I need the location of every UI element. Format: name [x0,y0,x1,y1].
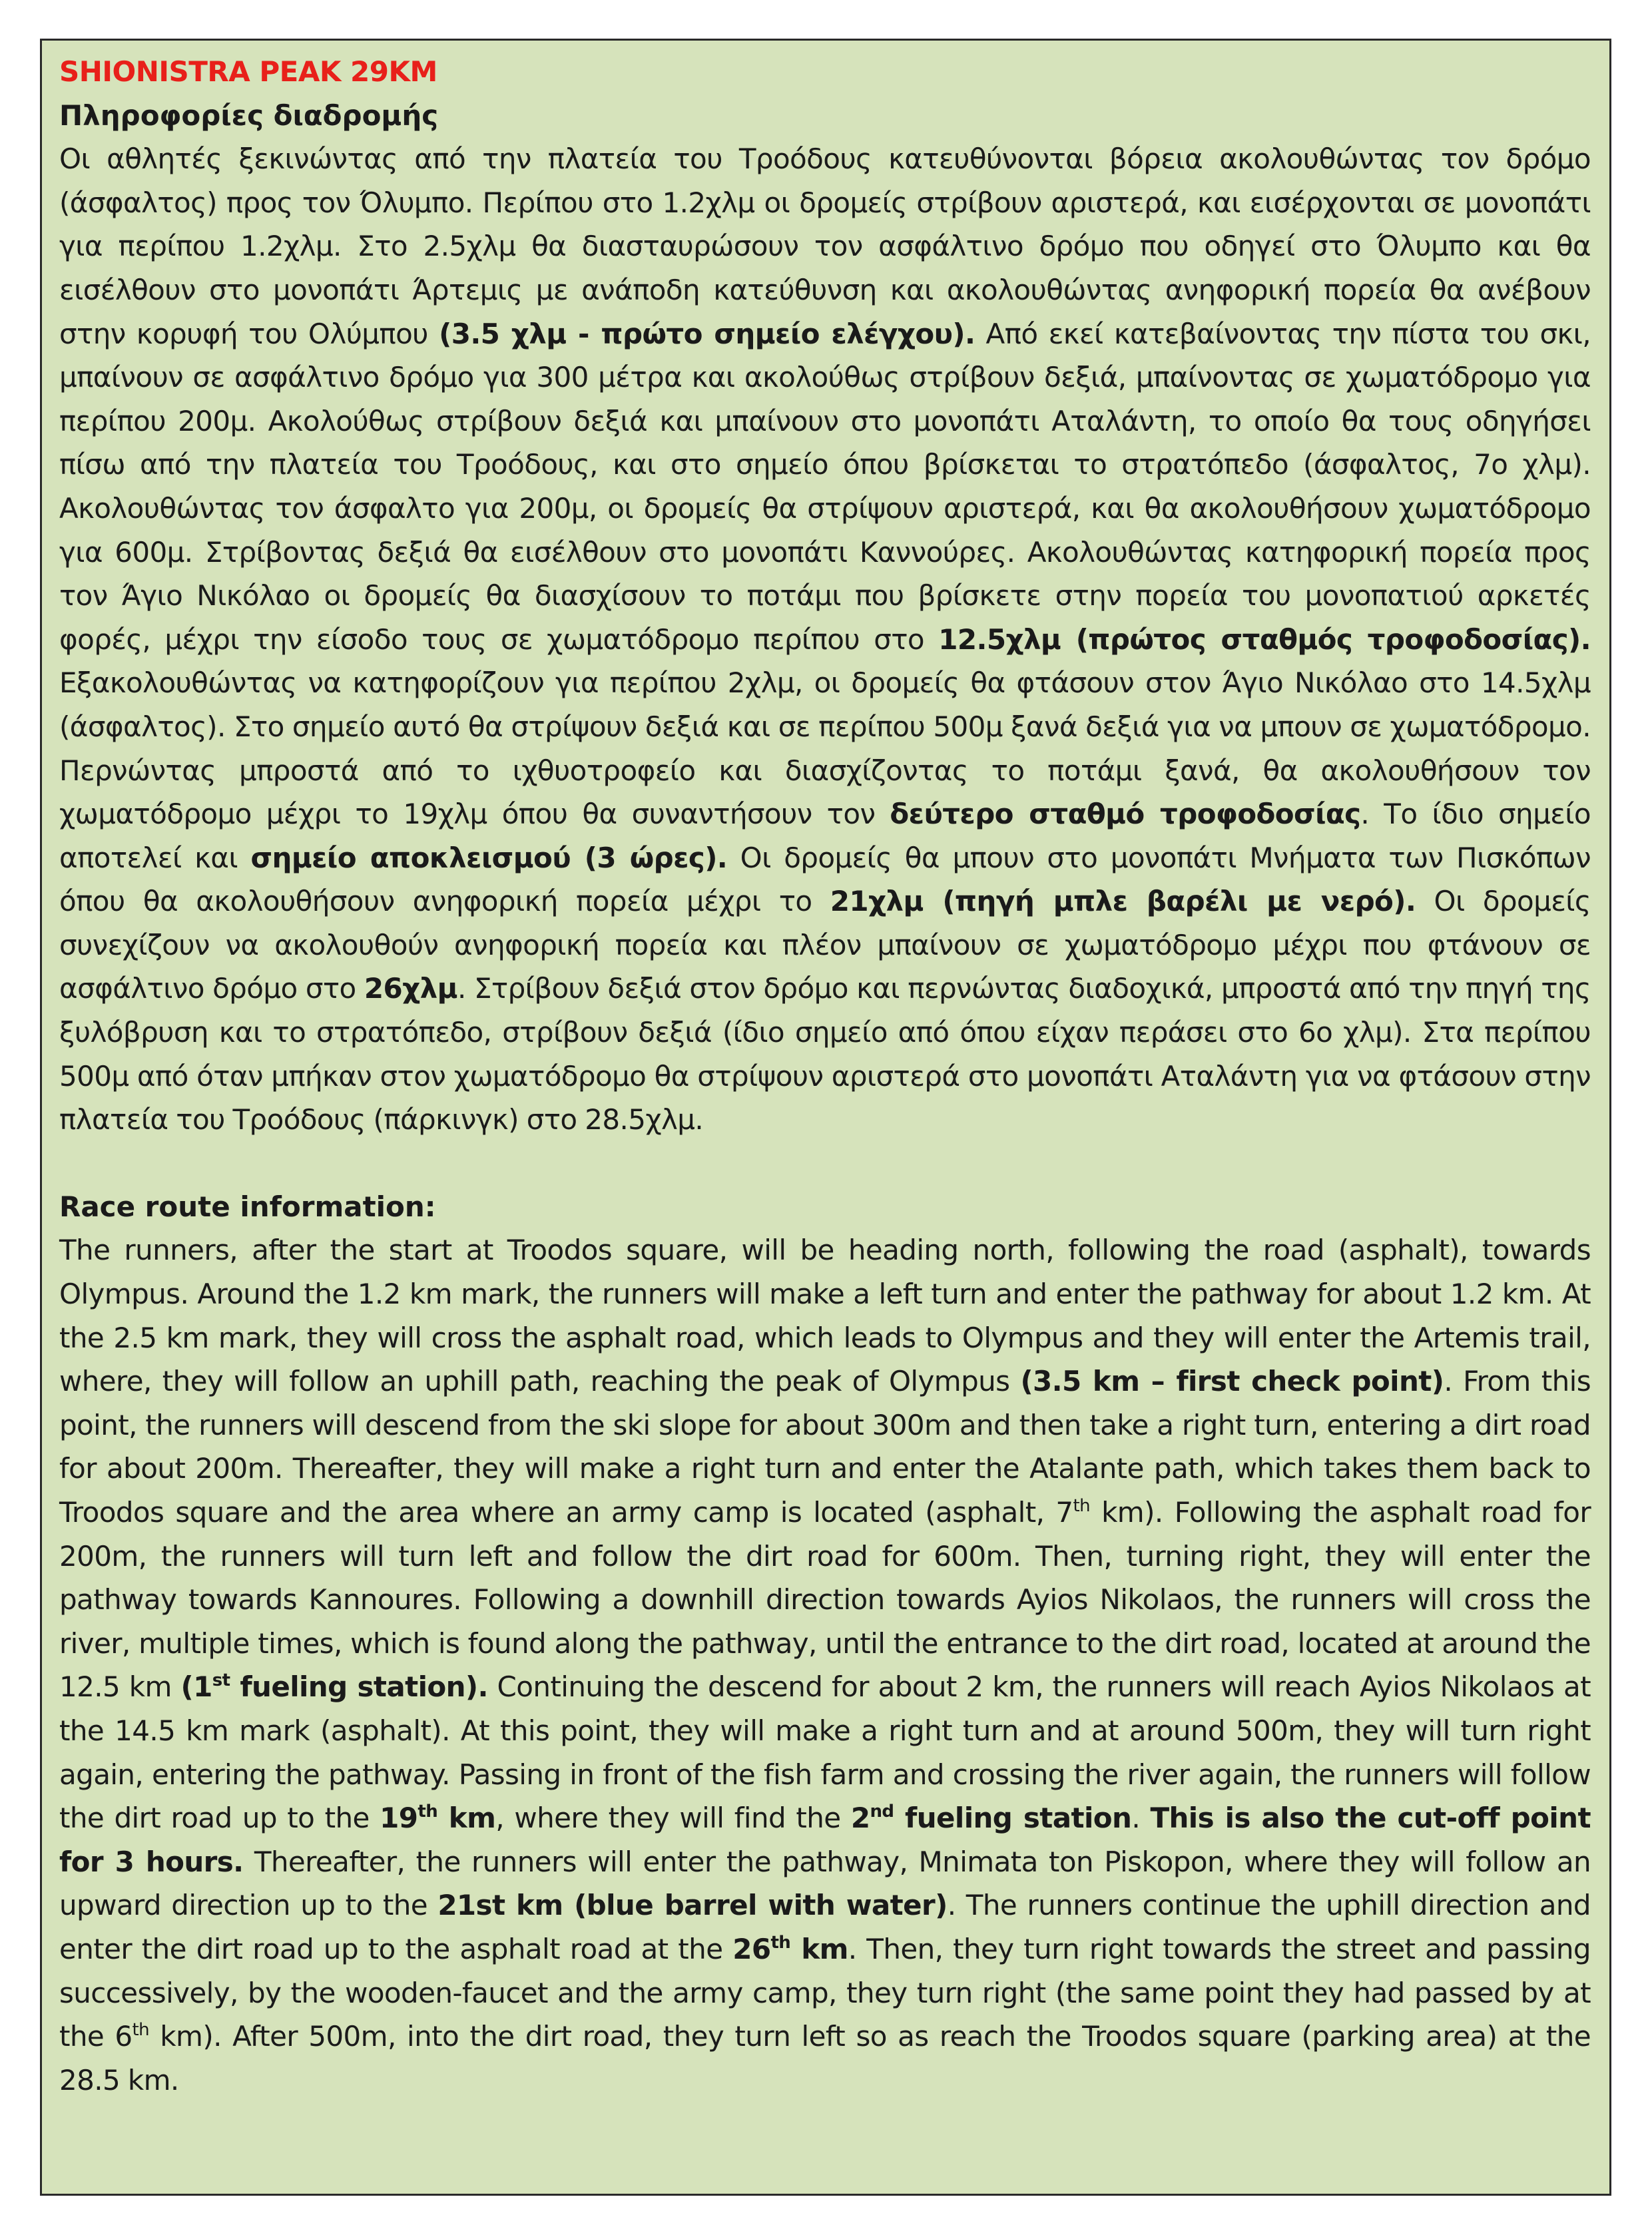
text-run: . Το ίδιο σημείο αποτελεί και [59,798,1591,874]
bold-text-run: st [212,1670,230,1691]
bold-text-run: km [790,1932,848,1965]
text-run: th [132,2020,150,2041]
text-run: , where they will find the [495,1802,851,1835]
text-run: The runners, after the start at Troodos square, will be heading north, following the road (asphalt), towards Olympus. Around the 1.2 km mark, the runners will make a left turn and enter the pathway for about 1.2 km. At the 2.5 km mark, they will cross the asphalt road, which leads to Olympus and they will enter the Artemis trail, where, they will follow an uphill path, reaching the peak of Olympus [59,1234,1591,1398]
english-route-description [59,1228,1591,2102]
bold-text-run: km [437,1802,496,1835]
english-heading: Race route information: [59,1190,436,1223]
bold-text-run: σημείο αποκλεισμού (3 ώρες). [250,841,728,874]
text-run: km). After 500m, into the dirt road, they turn left so as reach the Troodos square (parking area) at the 28.5 km. [59,2020,1591,2097]
bold-text-run: 26χλμ [364,972,457,1005]
bold-text-run: nd [870,1802,894,1822]
bold-text-run: fueling station). [230,1670,488,1704]
route-info-panel [40,39,1611,2196]
bold-text-run: (1 [180,1670,212,1704]
text-run: Οι δρομείς συνεχίζουν να ακολουθούν ανηφορική πορεία και πλέον μπαίνουν σε χωματόδρομο μέχρι που φτάνουν σε ασφάλτινο δρόμο στο [59,885,1591,1005]
text-run: Εξακολουθώντας να κατηφορίζουν για περίπου 2χλμ, οι δρομείς θα φτάσουν στον Άγιο Νικόλαο στο 14.5χλμ (άσφαλτος). Στο σημείο αυτό θα στρίψουν δεξιά και σε περίπου 500μ ξανά δεξιά για να μπουν σε χωματόδρομο. Περνώντας μπροστά από το ιχθυοτροφείο και διασχίζοντας το ποτάμι ξανά, θα ακολουθήσουν τον χωματόδρομο μέχρι το 19χλμ όπου θα συναντήσουν τον [59,666,1591,831]
route-title: SHIONISTRA PEAK 29KM [59,55,437,88]
bold-text-run: th [417,1802,438,1822]
bold-text-run: th [770,1932,791,1953]
bold-text-run: 2 [850,1802,870,1835]
text-run: Thereafter, the runners will enter the pathway, Mnimata ton Piskopon, where they will follow an upward direction up to the [59,1845,1591,1922]
bold-text-run: fueling station [894,1802,1132,1835]
section-spacer [59,1142,1591,1185]
bold-text-run: (3.5 χλμ - πρώτο σημείο ελέγχου). [439,317,975,350]
text-run: . From this point, the runners will descend from the ski slope for about 300m and then take a right turn, entering a dirt road for about 200m. Thereafter, they will make a right turn and enter the Atalante path, which takes them back to Troodos square and the area where an army camp is located (asphalt, 7 [59,1365,1591,1529]
text-run: Από εκεί κατεβαίνοντας την πίστα του σκι, μπαίνουν σε ασφάλτινο δρόμο για 300 μέτρα και ακολούθως στρίβουν δεξιά, μπαίνοντας σε χωματόδρομο για περίπου 200μ. Ακολούθως στρίβουν δεξιά και μπαίνουν στο μονοπάτι Αταλάντη, το οποίο θα τους οδηγήσει πίσω από την πλατεία του Τροόδους, και στο σημείο όπου βρίσκεται το στρατόπεδο (άσφαλτος, 7ο χλμ). Ακολουθώντας τον άσφαλτο για 200μ, οι δρομείς θα στρίψουν αριστερά, και θα ακολουθήσουν χωματόδρομο για 600μ. Στρίβοντας δεξιά θα εισέλθουν στο μονοπάτι Καννούρες. Ακολουθώντας κατηφορική πορεία προς τον Άγιο Νικόλαο οι δρομείς θα διασχίσουν το ποτάμι που βρίσκετε στην πορεία του μονοπατιού αρκετές φορές, μέχρι την είσοδο τους σε χωματόδρομο περίπου στο [59,317,1591,656]
text-run: . The runners continue the uphill direction and enter the dirt road up to the asphalt road at the [59,1889,1591,1965]
bold-text-run: 12.5χλμ (πρώτος σταθμός τροφοδοσίας). [938,622,1591,656]
text-run: . Then, they turn right towards the street and passing successively, by the wooden-faucet and the army camp, they turn right (the same point they had passed by at the 6 [59,1932,1591,2053]
text-run: . Στρίβουν δεξιά στον δρόμο και περνώντας διαδοχικά, μπροστά από την πηγή της ξυλόβρυση και το στρατόπεδο, στρίβουν δεξιά (ίδιο σημείο από όπου είχαν περάσει στο 6ο χλμ). Στα περίπου 500μ από όταν μπήκαν στον χωματόδρομο θα στρίψουν αριστερά στο μονοπάτι Αταλάντη για να φτάσουν στην πλατεία του Τροόδους (πάρκινγκ) στο 28.5χλμ. [59,972,1591,1136]
text-run: th [1073,1496,1091,1516]
text-run: Continuing the descend for about 2 km, the runners will reach Ayios Nikolaos at the 14.5 km mark (asphalt). At this point, they will make a right turn and at around 500m, they will turn right again, entering the pathway. Passing in front of the fish farm and crossing the river again, the runners will follow the dirt road up to the [59,1670,1591,1835]
text-run: . [1131,1802,1151,1835]
text-run: km). Following the asphalt road for 200m, the runners will turn left and follow the dirt road for 600m. Then, turning right, they will enter the pathway towards Kannoures. Following a downhill direction towards Ayios Nikolaos, the runners will cross the river, multiple times, which is found along the pathway, until the entrance to the dirt road, located at around the 12.5 km [59,1496,1591,1704]
text-run: Οι δρομείς θα μπουν στο μονοπάτι Μνήματα των Πισκόπων όπου θα ακολουθήσουν ανηφορική πορεία μέχρι το [59,841,1591,918]
bold-text-run: δεύτερο σταθμό τροφοδοσίας [890,798,1361,831]
greek-heading: Πληροφορίες διαδρομής [59,99,439,132]
bold-text-run: 21χλμ (πηγή μπλε βαρέλι με νερό). [830,885,1416,918]
bold-text-run: This is also the cut-off point for 3 hours. [59,1802,1591,1878]
bold-text-run: 26 [732,1932,771,1965]
bold-text-run: (3.5 km – first check point) [1020,1365,1444,1398]
bold-text-run: 21st km (blue barrel with water) [437,1889,948,1922]
text-run: Οι αθλητές ξεκινώντας από την πλατεία του Τροόδους κατευθύνονται βόρεια ακολουθώντας τον δρόμο (άσφαλτος) προς τον Όλυμπο. Περίπου στο 1.2χλμ οι δρομείς στρίβουν αριστερά, και εισέρχονται σε μονοπάτι για περίπου 1.2χλμ. Στο 2.5χλμ θα διασταυρώσουν τον ασφάλτινο δρόμο που οδηγεί στο Όλυμπο και θα εισέλθουν στο μονοπάτι Άρτεμις με ανάποδη κατεύθυνση και ακολουθώντας ανηφορική πορεία θα ανέβουν στην κορυφή του Ολύμπου [59,142,1591,350]
greek-route-description [59,137,1591,1142]
bold-text-run: 19 [380,1802,418,1835]
